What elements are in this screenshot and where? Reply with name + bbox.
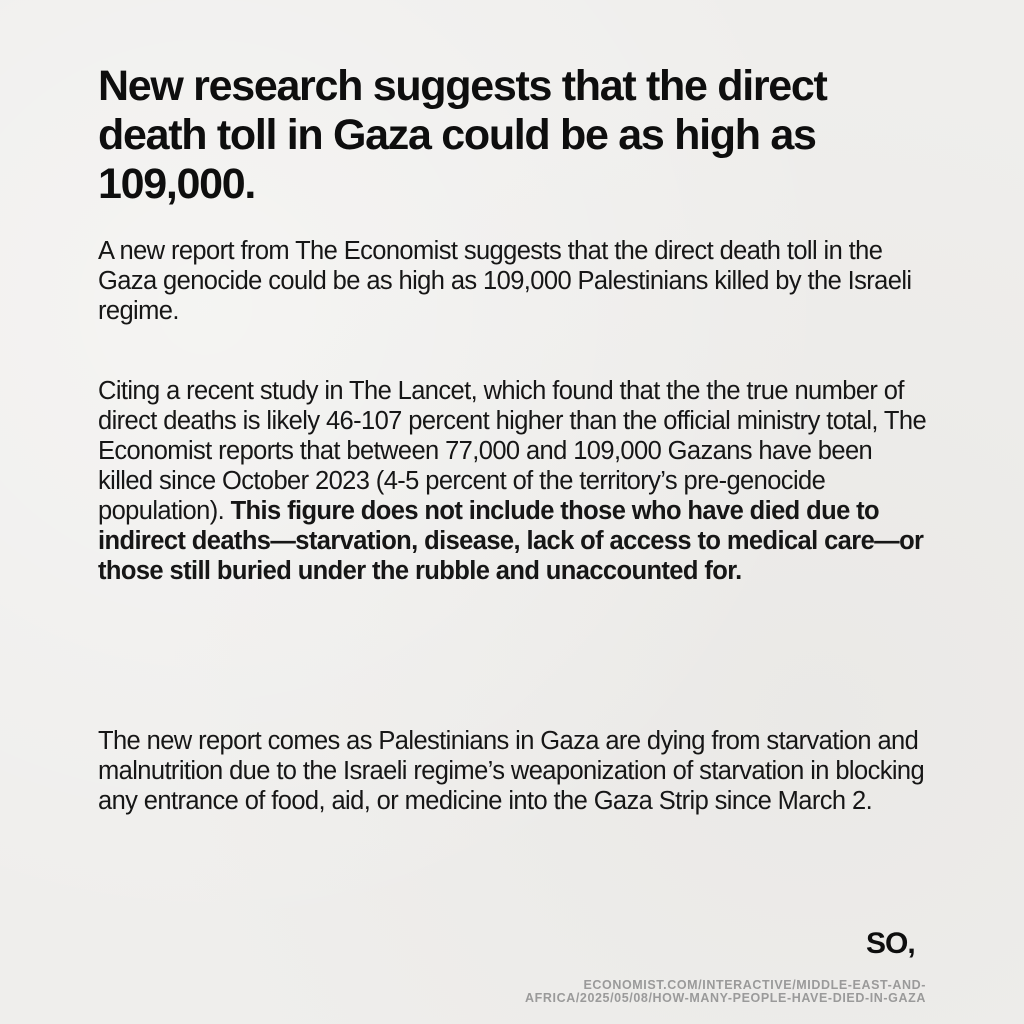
paragraph-lancet-bold-text: This figure does not include those who have died due to indirect deaths—starvation, disease, lack of access to medical care—or those still buried under the rubble and unaccounted for. bbox=[98, 497, 924, 585]
paragraph-starvation: The new report comes as Palestinians in Gaza are dying from starvation and malnutrition due to the Israeli regime’s weaponization of starvation in blocking any entrance of food, aid, or medicine into the Gaza Strip since March 2. bbox=[98, 727, 925, 815]
brand-logo: SO, bbox=[866, 927, 915, 960]
source-line-1: ECONOMIST.COM/INTERACTIVE/MIDDLE-EAST-AND- bbox=[583, 978, 926, 992]
headline: New research suggests that the direct death toll in Gaza could be as high as 109,000. bbox=[98, 62, 827, 208]
source-citation bbox=[326, 979, 926, 1005]
paragraph-lancet-study bbox=[98, 376, 928, 586]
source-line-2: AFRICA/2025/05/08/HOW-MANY-PEOPLE-HAVE-DIED-IN-GAZA bbox=[525, 991, 926, 1005]
paragraph-intro: A new report from The Economist suggests that the direct death toll in the Gaza genocide could be as high as 109,000 Palestinians killed by the Israeli regime. bbox=[98, 237, 912, 325]
paragraph-lancet-regular-text: Citing a recent study in The Lancet, which found that the the true number of direct deaths is likely 46-107 percent higher than the official ministry total, The Economist reports that between 77,000 and 109,000 Gazans have been killed since October 2023 (4-5 percent of the territory’s pre-genocide population). bbox=[98, 377, 927, 525]
